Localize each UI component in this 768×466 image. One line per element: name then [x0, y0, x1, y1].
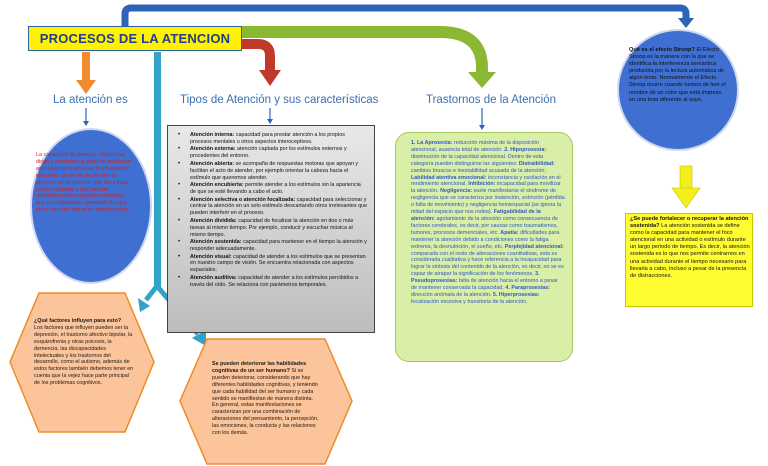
heading-atencion-es: La atención es — [53, 94, 128, 106]
green-arrow — [242, 32, 482, 74]
stroop-text — [629, 47, 727, 104]
blue-arrow-head — [678, 18, 694, 28]
type-term: Atención dividida: — [190, 217, 237, 224]
thin-arrow-tipos-head — [267, 119, 273, 124]
types-list-item — [190, 254, 368, 275]
type-description: permite atender a los estímulos sin la apariencia de que se esté llevando a cabo el acto. — [190, 182, 361, 196]
disorder-description: disminución de la capacidad atencional. Dentro de esta categoría pueden distinguirse las siguientes: — [411, 153, 544, 167]
type-term: Atención auditiva: — [190, 274, 237, 281]
disorder-description: cambios bruscos e inestabilidad acusada de la atención; — [411, 167, 546, 174]
type-term: Atención selectiva o atención focalizada: — [190, 196, 296, 203]
disorder-description: incapacidad para movilizar la atención. — [411, 181, 561, 195]
disorder-term: Perplejidad atencional: — [504, 243, 564, 250]
types-box — [167, 125, 375, 333]
disorder-description: dirección anómala de la atención. — [411, 291, 493, 298]
disorder-description: agotamiento de la atención como consecuencia de factores cerebrales, es decir, por causas como traumatismos, tumores, procesos demenciales, etc. — [411, 215, 558, 236]
disorder-description: reducción máxima de la disposición atencional, ausencia total de atención. — [411, 140, 540, 153]
types-list-item — [190, 161, 368, 182]
disorder-description: dificultades para mantener la atención debido a condiciones como la fatiga extrema, la desnutrición, el sueño, etc. — [411, 229, 560, 250]
type-term: Atención encubierta: — [190, 182, 244, 189]
disorder-description: falta de atención hacia el entorno a pesar de mantener conservada la capacidad. — [411, 278, 558, 292]
red-arrow — [242, 44, 270, 72]
types-list — [168, 126, 374, 289]
type-term: Atención sostenida: — [190, 239, 242, 246]
type-term: Atención visual: — [190, 253, 232, 260]
yellow-arrow-shaft — [680, 166, 692, 188]
disorder-description: inconstancia y oscilación en el rendimiento atencional. — [411, 174, 561, 188]
definition-text: La capacidad de generar, seleccionar, dirigir y mantener un nivel de activación adecuado para procesar la información relevante. Dicho de otra forma, la atención es un proceso que tiene lugar a nivel cognitivo y que permite orientarnos hacia aquellos estímulos que son relevantes, ignorando los que no lo son para actuar en consecuencia. — [36, 152, 131, 214]
disorder-term: 3. Pseudoprosexias: — [411, 271, 540, 285]
sustained-body: La atención sostenida se define como la capacidad para mantener el foco atencional en una actividad o estímulo durante un largo periodo de tiempo. Es decir, la atención sostenida es lo que nos permite centrarnos en una actividad durante el tiempo necesario para llevarla a cabo, incluso a pesar de la presencia de distracciones. — [630, 223, 750, 279]
sustained-question: ¿Se puede fortalecer o recuperar la atención sostenida? — [630, 216, 749, 230]
stroop-body: El Efecto Stroop es la manera con la que se identifica la interferencia semántica producida por la lectura automática de algún texto. Normalmente el Efecto Stroop ocurre cuando hemos de leer el nombre de un color que está impreso en una tinta diferente al suyo. — [629, 47, 726, 103]
type-description: capacidad para prestar atención a los propios procesos mentales u otros aspectos interoceptivos. — [190, 132, 345, 145]
disorder-term: 1. La Aprosexia: — [411, 140, 453, 146]
deteriorate-text — [212, 361, 320, 437]
type-description: capacidad para mantener en el tiempo la atención y responder adecuadamente. — [190, 239, 367, 253]
disorder-term: Fatigabilidad de la atención: — [411, 209, 541, 222]
disorder-description: suele manifestarse el síndrome de negligencia que se caracteriza por inatención, extinción (pérdida o falta de movimiento) y negligencia hemiespacial (se ignora la mitad del espacio que nos rodea). — [411, 188, 565, 216]
factors-question: ¿Qué factores influyen para esto? — [34, 318, 122, 324]
teal-vertical-line — [154, 52, 161, 288]
thin-arrow-trastornos-head — [479, 125, 485, 130]
types-list-item — [190, 132, 368, 146]
disorder-term: Labilidad atentiva emocional: — [411, 174, 487, 181]
types-list-item — [190, 239, 368, 253]
disorders-text — [411, 140, 565, 306]
disorder-description: comparada con el resto de alteraciones cuantitativas, esta es considerada cualitativa y hace referencia a la incapacidad para lograr la síntesis del contenido de la atención, es decir, no se es capaz de atrapar la significación de los fenómenos. — [411, 250, 564, 278]
type-description: capacidad de atender a los estímulos percibidos a través del oído. Se relaciona con parámetros temporales. — [190, 274, 359, 288]
page-title: PROCESOS DE LA ATENCION — [28, 26, 242, 51]
deteriorate-question: Se pueden deteriorar las habilidades cognitivas de un ser humano? — [212, 361, 307, 374]
disorder-term: Apatía: — [500, 229, 519, 236]
type-description: capacidad de atender a los estímulos que se presentan en nuestro campo de visión. Se encuentra relacionada con aspectos espaciales. — [190, 253, 366, 274]
heading-trastornos: Trastornos de la Atención — [426, 94, 556, 106]
type-term: Atención interna: — [190, 132, 235, 138]
types-list-item — [190, 218, 368, 239]
thin-arrow-atencion-head — [83, 121, 89, 126]
red-arrow-head — [259, 70, 281, 86]
disorder-term: 4. Paraprosexias: — [505, 285, 551, 292]
disorder-term: 5. Hiperprosexias: — [492, 291, 540, 298]
disorder-term: Distraibilidad: — [518, 160, 555, 167]
types-list-item — [190, 146, 368, 160]
stroop-question: Qué es el efecto Stroop? — [629, 47, 695, 53]
types-list-item — [190, 275, 368, 289]
types-list-item — [190, 182, 368, 196]
types-list-item — [190, 197, 368, 218]
green-arrow-head — [468, 72, 496, 88]
type-description: atención captada por los estímulos externos y procedentes del entorno. — [190, 146, 347, 160]
orange-arrow-shaft — [82, 52, 90, 80]
disorder-term: Negligencia: — [440, 188, 473, 195]
yellow-arrow-head — [672, 188, 700, 208]
disorder-description: focalización excesiva y transitoria de la atención. — [411, 298, 528, 305]
blue-arrow-to-stroop — [125, 8, 686, 27]
type-description: capacidad de focalizar la atención en dos o más tareas al mismo tiempo. Por ejemplo, conducir y escuchar música al mismo tiempo. — [190, 217, 354, 238]
type-term: Atención externa: — [190, 146, 236, 153]
deteriorate-body: Si se pueden deteriorar, considerando que hay diferentes habilidades cognitivas, y teniendo que cada habilidad del ser humano y cada sentido se manifiestan de manera distinta. En general, estas manifestaciones se caracterizan por una combinación de alteraciones del pensamiento, la percepción, las emociones, la conducta y las relaciones con los demás. — [212, 367, 319, 437]
sustained-attention-text — [630, 216, 750, 280]
factors-text — [34, 318, 134, 387]
factors-body: Los factores que influyen pueden ser la depresión, el trastorno afectivo bipolar, la esquizofrenia y otras psicosis, la demencia, las discapacidades intelectuales y los trastornos del desarrollo, como el autismo, además de estos factores también debemos tener en cuenta que la vejez hace parte principal de los problemas cognitivos. — [34, 324, 134, 387]
disorder-term: Inhibición: — [468, 181, 496, 188]
type-description: capacidad para seleccionar y centrar la atención en un solo estímulo descartando otros irrelevantes que pueden interferir en el proceso. — [190, 196, 368, 217]
orange-arrow-head — [76, 80, 96, 94]
heading-tipos-atencion: Tipos de Atención y sus características — [180, 94, 379, 106]
type-description: se acompaña de respuestas motoras que apoyan y facilitan el acto de atender, por ejemplo orientar la cabeza hacia el estímulo que queremos atender. — [190, 160, 359, 181]
disorder-term: 2. Hipoprosexia: — [504, 146, 547, 153]
type-term: Atención abierta: — [190, 160, 235, 167]
